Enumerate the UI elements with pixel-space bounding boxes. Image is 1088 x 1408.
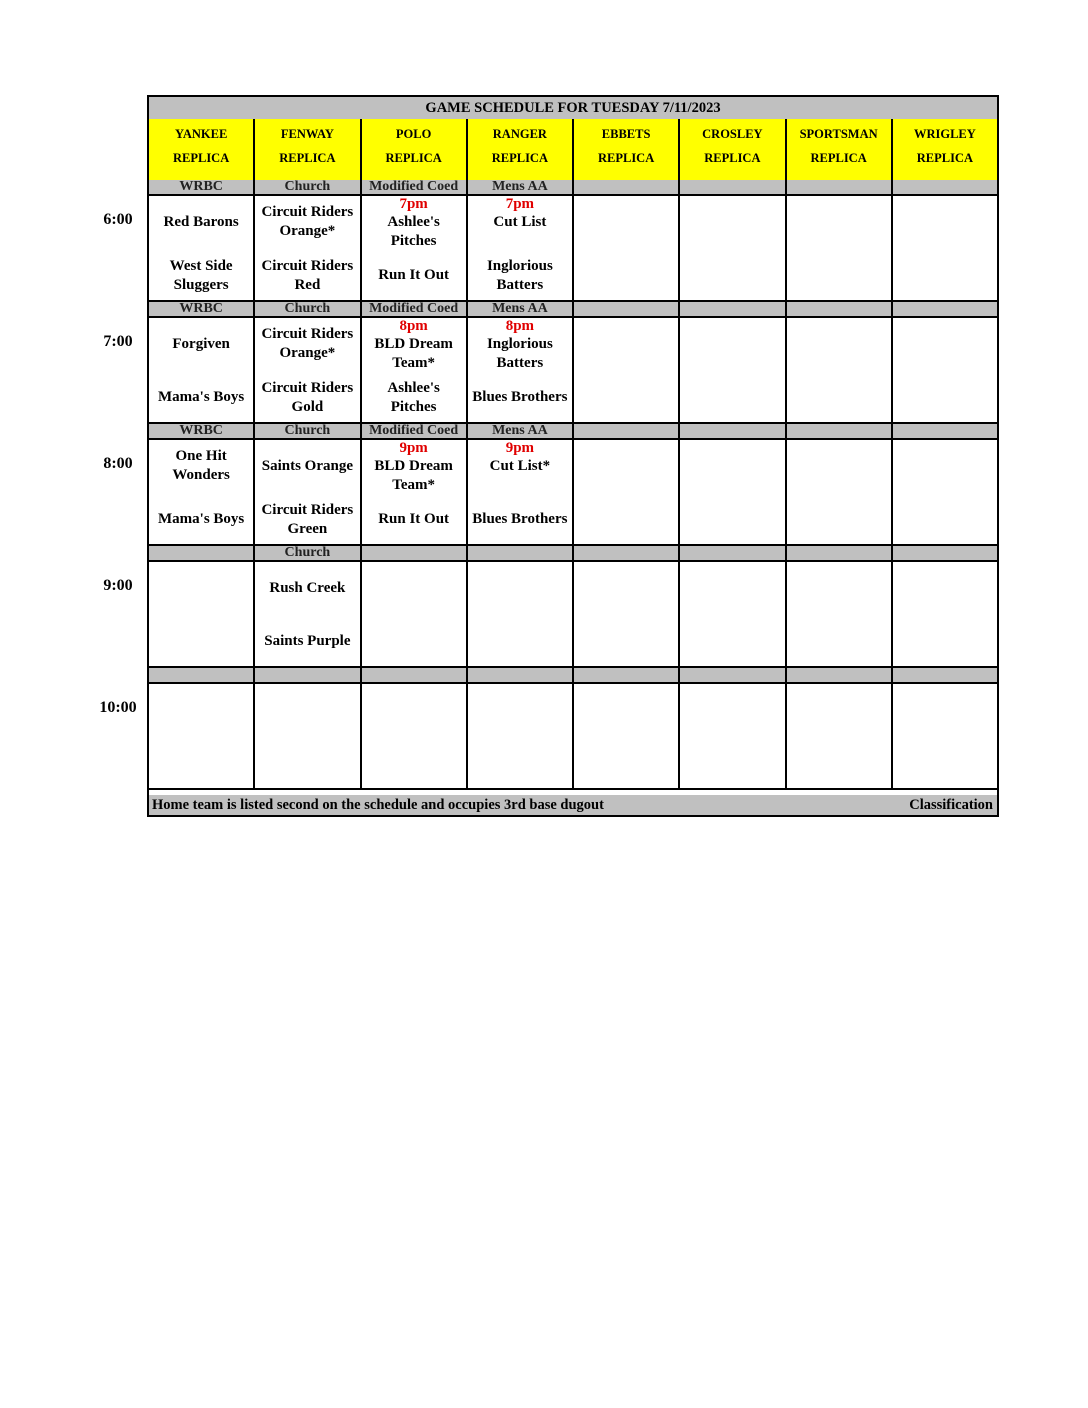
away-team: Rush Creek <box>269 580 346 596</box>
home-team: Saints Purple <box>264 633 351 649</box>
game-cell <box>468 562 574 666</box>
classification-cell: Modified Coed <box>362 424 468 438</box>
game-time-note: 8pm <box>399 318 428 334</box>
classification-cell <box>574 302 680 316</box>
classification-cell: Mens AA <box>468 302 574 316</box>
classification-cell <box>893 668 997 682</box>
away-team: Cut List <box>493 214 547 230</box>
game-cell <box>893 562 997 666</box>
game-row <box>149 318 997 424</box>
field-type: REPLICA <box>279 151 336 165</box>
home-team: Circuit Riders Green <box>261 502 354 537</box>
home-team: Ashlee's Pitches <box>387 380 440 415</box>
classification-cell <box>149 668 255 682</box>
away-team: Saints Orange <box>261 458 353 474</box>
home-team: Blues Brothers <box>472 389 568 405</box>
game-cell <box>362 562 468 666</box>
game-cell <box>362 318 468 422</box>
field-name: FENWAY <box>280 127 334 141</box>
field-type: REPLICA <box>704 151 761 165</box>
away-team: BLD Dream Team* <box>374 336 453 371</box>
away-team: Red Barons <box>163 214 239 230</box>
game-cell <box>787 684 893 788</box>
game-cell <box>787 562 893 666</box>
game-cell <box>468 196 574 300</box>
classification-band <box>149 424 997 440</box>
game-cell <box>362 684 468 788</box>
classification-cell <box>574 180 680 194</box>
game-cell <box>149 196 255 300</box>
game-cell <box>574 196 680 300</box>
home-team: Inglorious Batters <box>486 258 553 293</box>
classification-cell <box>787 424 893 438</box>
classification-cell: Church <box>255 546 361 560</box>
game-cell <box>680 196 786 300</box>
game-time-note: 9pm <box>505 440 535 456</box>
field-name: WRIGLEY <box>913 127 976 141</box>
classification-cell <box>574 546 680 560</box>
away-team: Circuit Riders Orange* <box>261 326 354 361</box>
game-cell <box>787 440 893 544</box>
game-row <box>149 562 997 668</box>
schedule-footer <box>149 795 997 815</box>
field-type: REPLICA <box>385 151 442 165</box>
field-header-yankee <box>149 119 255 180</box>
classification-cell <box>893 424 997 438</box>
game-time-note: 9pm <box>399 440 428 456</box>
game-cell <box>893 440 997 544</box>
classification-cell <box>787 668 893 682</box>
away-team: Forgiven <box>172 336 230 352</box>
classification-cell <box>468 546 574 560</box>
home-team: Circuit Riders Red <box>261 258 354 293</box>
classification-cell <box>680 546 786 560</box>
game-cell <box>893 684 997 788</box>
field-name: RANGER <box>492 127 547 141</box>
field-name: POLO <box>395 127 432 141</box>
classification-cell <box>787 546 893 560</box>
classification-cell <box>680 180 786 194</box>
field-header-row <box>149 119 997 182</box>
game-cell <box>574 684 680 788</box>
game-cell <box>255 684 361 788</box>
classification-cell <box>149 546 255 560</box>
field-header-polo <box>362 119 468 180</box>
classification-cell: Church <box>255 180 361 194</box>
classification-cell <box>255 668 361 682</box>
classification-cell <box>362 668 468 682</box>
time-slot-label: 8:00 <box>103 455 133 472</box>
classification-cell <box>893 180 997 194</box>
game-cell <box>255 440 361 544</box>
game-cell <box>787 318 893 422</box>
field-header-sportsman <box>787 119 893 180</box>
away-team: One Hit Wonders <box>172 448 230 483</box>
schedule-title: GAME SCHEDULE FOR TUESDAY 7/11/2023 <box>149 97 997 121</box>
away-team: Ashlee's Pitches <box>387 214 440 249</box>
game-time-note: 7pm <box>399 196 428 212</box>
game-cell <box>468 440 574 544</box>
game-cell <box>787 196 893 300</box>
classification-cell: Modified Coed <box>362 302 468 316</box>
game-cell <box>149 684 255 788</box>
game-cell <box>468 684 574 788</box>
home-team: Blues Brothers <box>472 511 568 527</box>
classification-cell <box>680 302 786 316</box>
away-team: Circuit Riders Orange* <box>261 204 354 239</box>
time-slot-label: 6:00 <box>103 211 133 228</box>
time-slot-label: 7:00 <box>103 333 133 350</box>
field-header-ebbets <box>574 119 680 180</box>
game-cell <box>255 318 361 422</box>
classification-cell: WRBC <box>149 180 255 194</box>
field-type: REPLICA <box>597 151 655 165</box>
game-cell <box>574 440 680 544</box>
field-header-ranger <box>468 119 574 180</box>
field-name: YANKEE <box>174 127 228 141</box>
field-name: SPORTSMAN <box>799 127 878 141</box>
home-team-note: Home team is listed second on the schedule and occupies 3rd base dugout <box>152 797 604 813</box>
classification-label: Classification <box>909 797 993 813</box>
classification-band <box>149 668 997 684</box>
home-team: Run It Out <box>378 511 450 527</box>
classification-cell <box>468 668 574 682</box>
classification-band <box>149 180 997 196</box>
field-name: EBBETS <box>601 127 651 141</box>
classification-cell <box>574 424 680 438</box>
game-row <box>149 684 997 790</box>
game-cell <box>255 196 361 300</box>
field-header-fenway <box>255 119 361 180</box>
field-type: REPLICA <box>491 151 548 165</box>
classification-cell: Church <box>255 424 361 438</box>
classification-cell: Modified Coed <box>362 180 468 194</box>
game-cell <box>255 562 361 666</box>
home-team: Mama's Boys <box>158 511 245 527</box>
classification-cell: Mens AA <box>468 180 574 194</box>
classification-cell <box>362 546 468 560</box>
game-cell <box>680 318 786 422</box>
classification-band <box>149 302 997 318</box>
home-team: Circuit Riders Gold <box>261 380 354 415</box>
classification-cell: Mens AA <box>468 424 574 438</box>
game-cell <box>680 562 786 666</box>
game-cell <box>468 318 574 422</box>
away-team: Inglorious Batters <box>486 336 553 371</box>
game-cell <box>149 318 255 422</box>
classification-cell <box>893 546 997 560</box>
game-row <box>149 196 997 302</box>
time-slot-label: 10:00 <box>99 699 137 716</box>
field-type: REPLICA <box>810 151 867 165</box>
field-type: REPLICA <box>916 151 973 165</box>
field-header-crosley <box>680 119 786 180</box>
field-type: REPLICA <box>172 151 230 165</box>
classification-cell <box>680 668 786 682</box>
game-cell <box>574 318 680 422</box>
home-team: Run It Out <box>378 267 450 283</box>
game-row <box>149 440 997 546</box>
classification-cell <box>787 180 893 194</box>
schedule-table <box>147 95 999 817</box>
classification-band <box>149 546 997 562</box>
classification-cell <box>574 668 680 682</box>
game-cell <box>680 440 786 544</box>
game-cell <box>149 562 255 666</box>
classification-cell <box>787 302 893 316</box>
away-team: BLD Dream Team* <box>374 458 453 493</box>
home-team: Mama's Boys <box>158 389 245 405</box>
classification-cell <box>893 302 997 316</box>
game-cell <box>362 196 468 300</box>
home-team: West Side Sluggers <box>169 258 233 293</box>
field-header-wrigley <box>893 119 997 180</box>
game-time-note: 7pm <box>505 196 535 212</box>
classification-cell: WRBC <box>149 424 255 438</box>
classification-cell <box>680 424 786 438</box>
game-time-note: 8pm <box>505 318 535 334</box>
game-cell <box>893 318 997 422</box>
game-cell <box>149 440 255 544</box>
game-cell <box>680 684 786 788</box>
classification-cell: WRBC <box>149 302 255 316</box>
away-team: Cut List* <box>489 458 551 474</box>
game-cell <box>574 562 680 666</box>
game-cell <box>362 440 468 544</box>
time-slot-label: 9:00 <box>103 577 133 594</box>
classification-cell: Church <box>255 302 361 316</box>
field-name: CROSLEY <box>702 127 763 141</box>
game-cell <box>893 196 997 300</box>
